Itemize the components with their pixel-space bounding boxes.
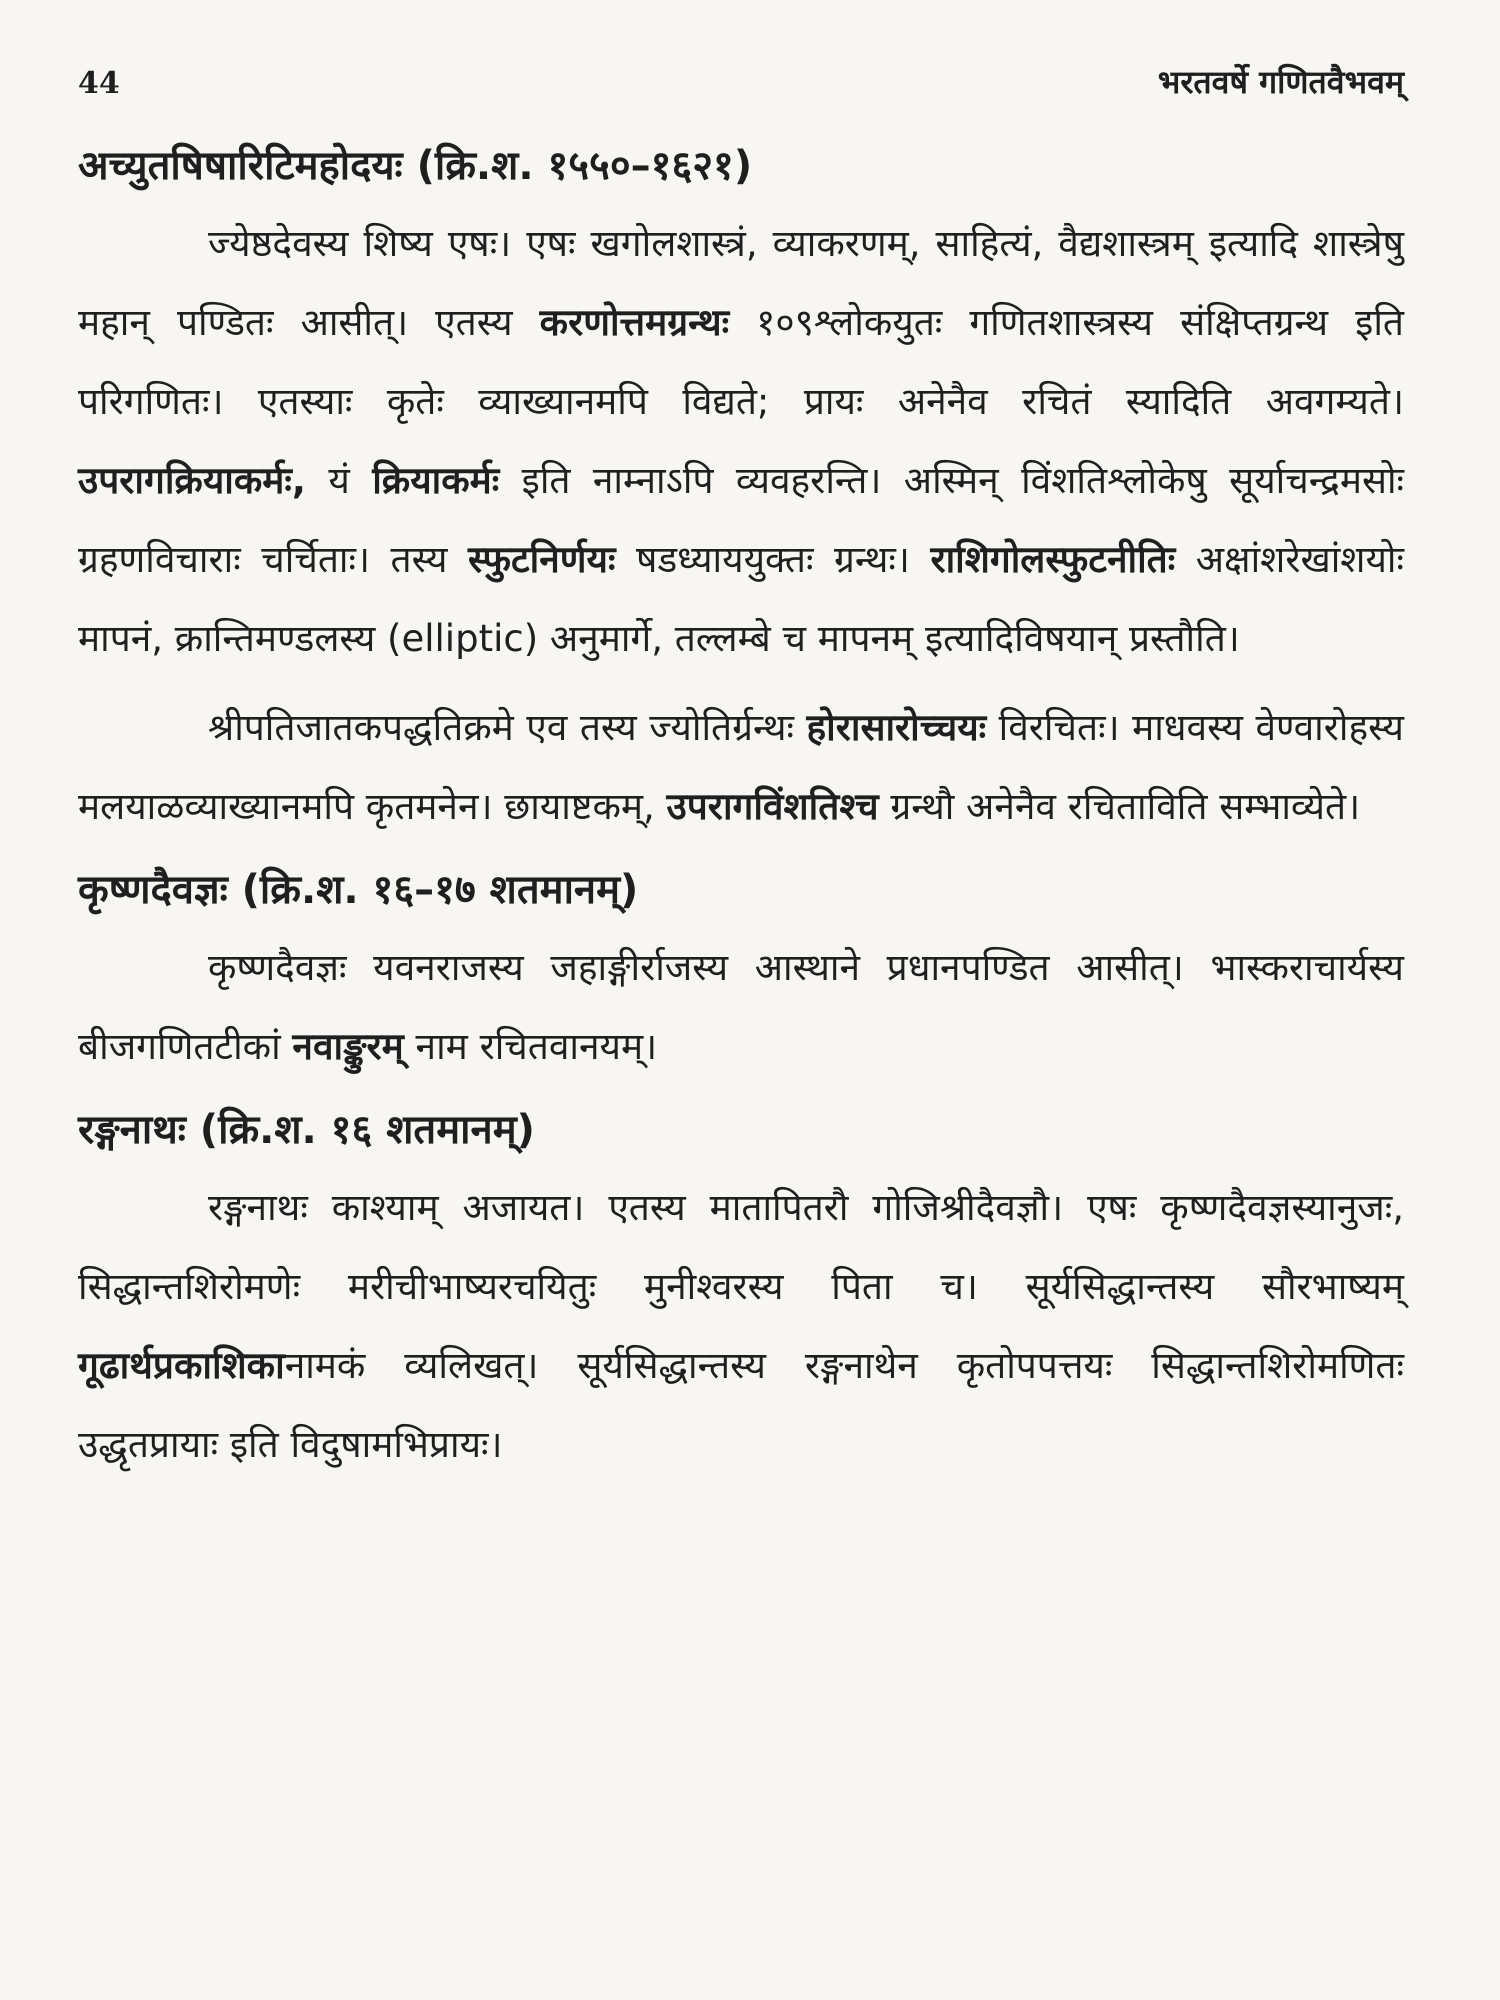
bold-title-text: क्रियाकर्मः <box>372 459 500 502</box>
section-achyuta <box>78 136 1404 846</box>
body-text: ज्येष्ठदेवस्य शिष्य एषः। एषः खगोलशास्त्रं, व्याकरणम्, साहित्यं, वैद्यशास्त्रम् इत्यादि शास्त्रेषु महान् पण्डितः आसीत्। एतस्य <box>78 222 1404 344</box>
book-title: भरतवर्षे गणितवैभवम् <box>1157 63 1404 101</box>
bold-title-text: नवाङ्कुरम् <box>292 1025 404 1068</box>
bold-title-text: उपरागक्रियाकर्मः, <box>78 459 306 502</box>
body-text: षडध्याययुक्तः ग्रन्थः। <box>615 538 931 581</box>
section-heading: अच्युतषिषारिटिमहोदयः (क्रि.श. १५५०–१६२१) <box>78 143 753 189</box>
running-header <box>78 60 1404 110</box>
body-text: इति नाम्नाऽपि व्यवहरन्ति। अस्मिन् विंशतिश्लोकेषु सूर्याचन्द्रमसोः ग्रहणविचाराः चर्चिताः। तस्य <box>78 459 1405 581</box>
body-text: नामकं व्यलिखत्। सूर्यसिद्धान्तस्य रङ्गनाथेन कृतोपपत्तयः सिद्धान्तशिरोमणितः उद्धृतप्रायाः इति विदुषामभिप्रायः। <box>78 1344 1404 1466</box>
page-number: 44 <box>78 66 120 101</box>
body-text: श्रीपतिजातकपद्धतिक्रमे एव तस्य ज्योतिर्ग्रन्थः <box>208 706 807 749</box>
body-text: रङ्गनाथः काश्याम् अजायत। एतस्य मातापितरौ गोजिश्रीदैवज्ञौ। एषः कृष्णदैवज्ञस्यानुजः, सिद्धान्तशिरोमणेः मरीचीभाष्यरचयितुः मुनीश्वरस्य पिता च। सूर्यसिद्धान्तस्य सौरभाष्यम् <box>78 1186 1404 1308</box>
bold-title-text: स्फुटनिर्णयः <box>468 538 616 581</box>
body-text: ग्रन्थौ अनेनैव रचिताविति सम्भाव्येते। <box>878 785 1361 828</box>
paragraph <box>78 1168 1404 1484</box>
bold-title-text: गूढार्थप्रकाशिका <box>78 1344 285 1387</box>
bold-title-text: करणोत्तमग्रन्थः <box>539 301 730 344</box>
section-krishna-daivajna <box>78 860 1404 1086</box>
body-text: १०९श्लोकयुतः गणितशास्त्रस्य संक्षिप्तग्रन्थ इति परिगणितः। एतस्याः कृतेः व्याख्यानमपि विद्यते; प्रायः अनेनैव रचितं स्यादिति अवगम्यते। <box>78 301 1404 423</box>
bold-title-text: राशिगोलस्फुटनीतिः <box>930 538 1176 581</box>
body-text: कृष्णदैवज्ञः यवनराजस्य जहाङ्गीर्राजस्य आस्थाने प्रधानपण्डित आसीत्। भास्कराचार्यस्य बीजगणितटीकां <box>78 946 1404 1068</box>
body-text: अक्षांशरेखांशयोः मापनं, क्रान्तिमण्डलस्य (elliptic) अनुमार्गे, तल्लम्बे च मापनम् इत्यादिविषयान् प्रस्तौति। <box>78 538 1404 660</box>
bold-title-text: होरासारोच्चयः <box>806 706 987 749</box>
bold-title-text: उपरागविंशतिश्च <box>666 785 879 828</box>
paragraph <box>78 928 1404 1086</box>
body-text: विरचितः। माधवस्य वेण्वारोहस्य मलयाळव्याख्यानमपि कृतमनेन। छायाष्टकम्, <box>78 706 1404 828</box>
paragraph <box>78 688 1404 846</box>
body-text: नाम रचितवानयम्। <box>403 1025 658 1068</box>
paragraph <box>78 204 1404 678</box>
section-ranganatha <box>78 1100 1404 1484</box>
body-text: यं <box>305 459 373 502</box>
section-heading: रङ्गनाथः (क्रि.श. १६ शतमानम्) <box>78 1107 535 1153</box>
section-heading: कृष्णदैवज्ञः (क्रि.श. १६–१७ शतमानम्) <box>78 867 639 913</box>
